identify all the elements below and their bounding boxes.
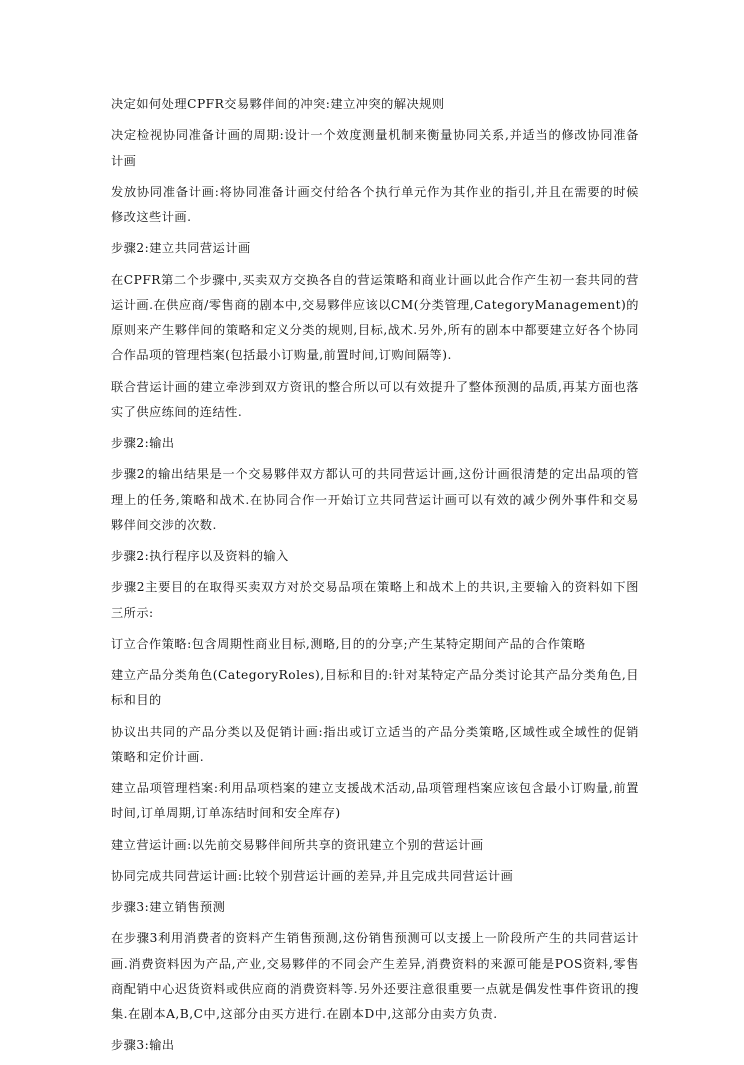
paragraph-operating-plan: 建立营运计画:以先前交易夥伴间所共享的资讯建立个别的营运计画 xyxy=(111,837,484,852)
paragraph-cooperation-strategy: 订立合作策略:包含周期性商业目标,测略,目的的分享;产生某特定期间产品的合作策略 xyxy=(111,636,586,651)
heading-step3-output: 步骤3:输出 xyxy=(111,1038,175,1053)
heading-step2-joint-plan: 步骤2:建立共同营运计画 xyxy=(111,241,251,256)
paragraph-distribute-plan: 发放协同准备计画:将协同准备计画交付给各个执行单元作为其作业的指引,并且在需要的时候修改这些计画. xyxy=(111,184,639,224)
paragraph-conflict-rules: 决定如何处理CPFR交易夥伴间的冲突:建立冲突的解决规则 xyxy=(111,97,445,111)
paragraph-step3-description: 在步骤3利用消费者的资料产生销售预测,这份销售预测可以支援上一阶段所产生的共同营运计画.消费资料因为产品,产业,交易夥伴的不同会产生差异,消费资料的来源可能是POS资料,零售商配销中心迟货资料或供应商的消费资料等.另外还要注意很重要一点就是偶发性事件资讯的搜集.在剧本A,B,C中,这部分由买方进行.在剧本D中,这部分由卖方负责. xyxy=(111,931,639,1022)
paragraph-promotion-plan: 协议出共同的产品分类以及促销计画:指出或订立适当的产品分类策略,区域性或全域性的促销策略和定价计画. xyxy=(111,724,639,764)
paragraph-step2-output: 步骤2的输出结果是一个交易夥伴双方都认可的共同营运计画,这份计画很清楚的定出品项的管理上的任务,策略和战术.在协同合作一开始订立共同营运计画可以有效的减少例外事件和交易夥伴间交涉的次数. xyxy=(111,467,639,532)
document-body xyxy=(111,92,639,1065)
paragraph-category-roles: 建立产品分类角色(CategoryRoles),目标和目的:针对某特定产品分类讨论其产品分类角色,目标和目的 xyxy=(111,668,639,708)
paragraph-complete-joint-plan: 协同完成共同营运计画:比较个别营运计画的差异,并且完成共同营运计画 xyxy=(111,868,514,883)
paragraph-joint-plan-benefit: 联合营运计画的建立牵涉到双方资讯的整合所以可以有效提升了整体预测的品质,再某方面也落实了供应练间的连结性. xyxy=(111,379,639,419)
paragraph-item-profile: 建立品项管理档案:利用品项档案的建立支援战术活动,品项管理档案应该包含最小订购量,前置时间,订单周期,订单冻结时间和安全库存) xyxy=(111,781,639,821)
heading-step2-output: 步骤2:输出 xyxy=(111,436,175,450)
paragraph-step2-inputs-intro: 步骤2主要目的在取得买卖双方对於交易品项在策略上和战术上的共识,主要输入的资料如下图三所示: xyxy=(111,580,639,620)
paragraph-review-cycle: 决定检视协同准备计画的周期:设计一个效度测量机制来衡量协同关系,并适当的修改协同准备计画 xyxy=(111,128,639,168)
paragraph-step2-description: 在CPFR第二个步骤中,买卖双方交换各自的营运策略和商业计画以此合作产生初一套共同的营运计画.在供应商/零售商的剧本中,交易夥伴应该以CM(分类管理,CategoryManagement)的原则来产生夥伴间的策略和定义分类的规则,目标,战术.另外,所有的剧本中都要建立好各个协同合作品项的管理档案(包括最小订购量,前置时间,订购间隔等). xyxy=(111,272,639,363)
heading-step2-procedure: 步骤2:执行程序以及资料的输入 xyxy=(111,549,289,563)
heading-step3-sales-forecast: 步骤3:建立销售预测 xyxy=(111,900,226,915)
